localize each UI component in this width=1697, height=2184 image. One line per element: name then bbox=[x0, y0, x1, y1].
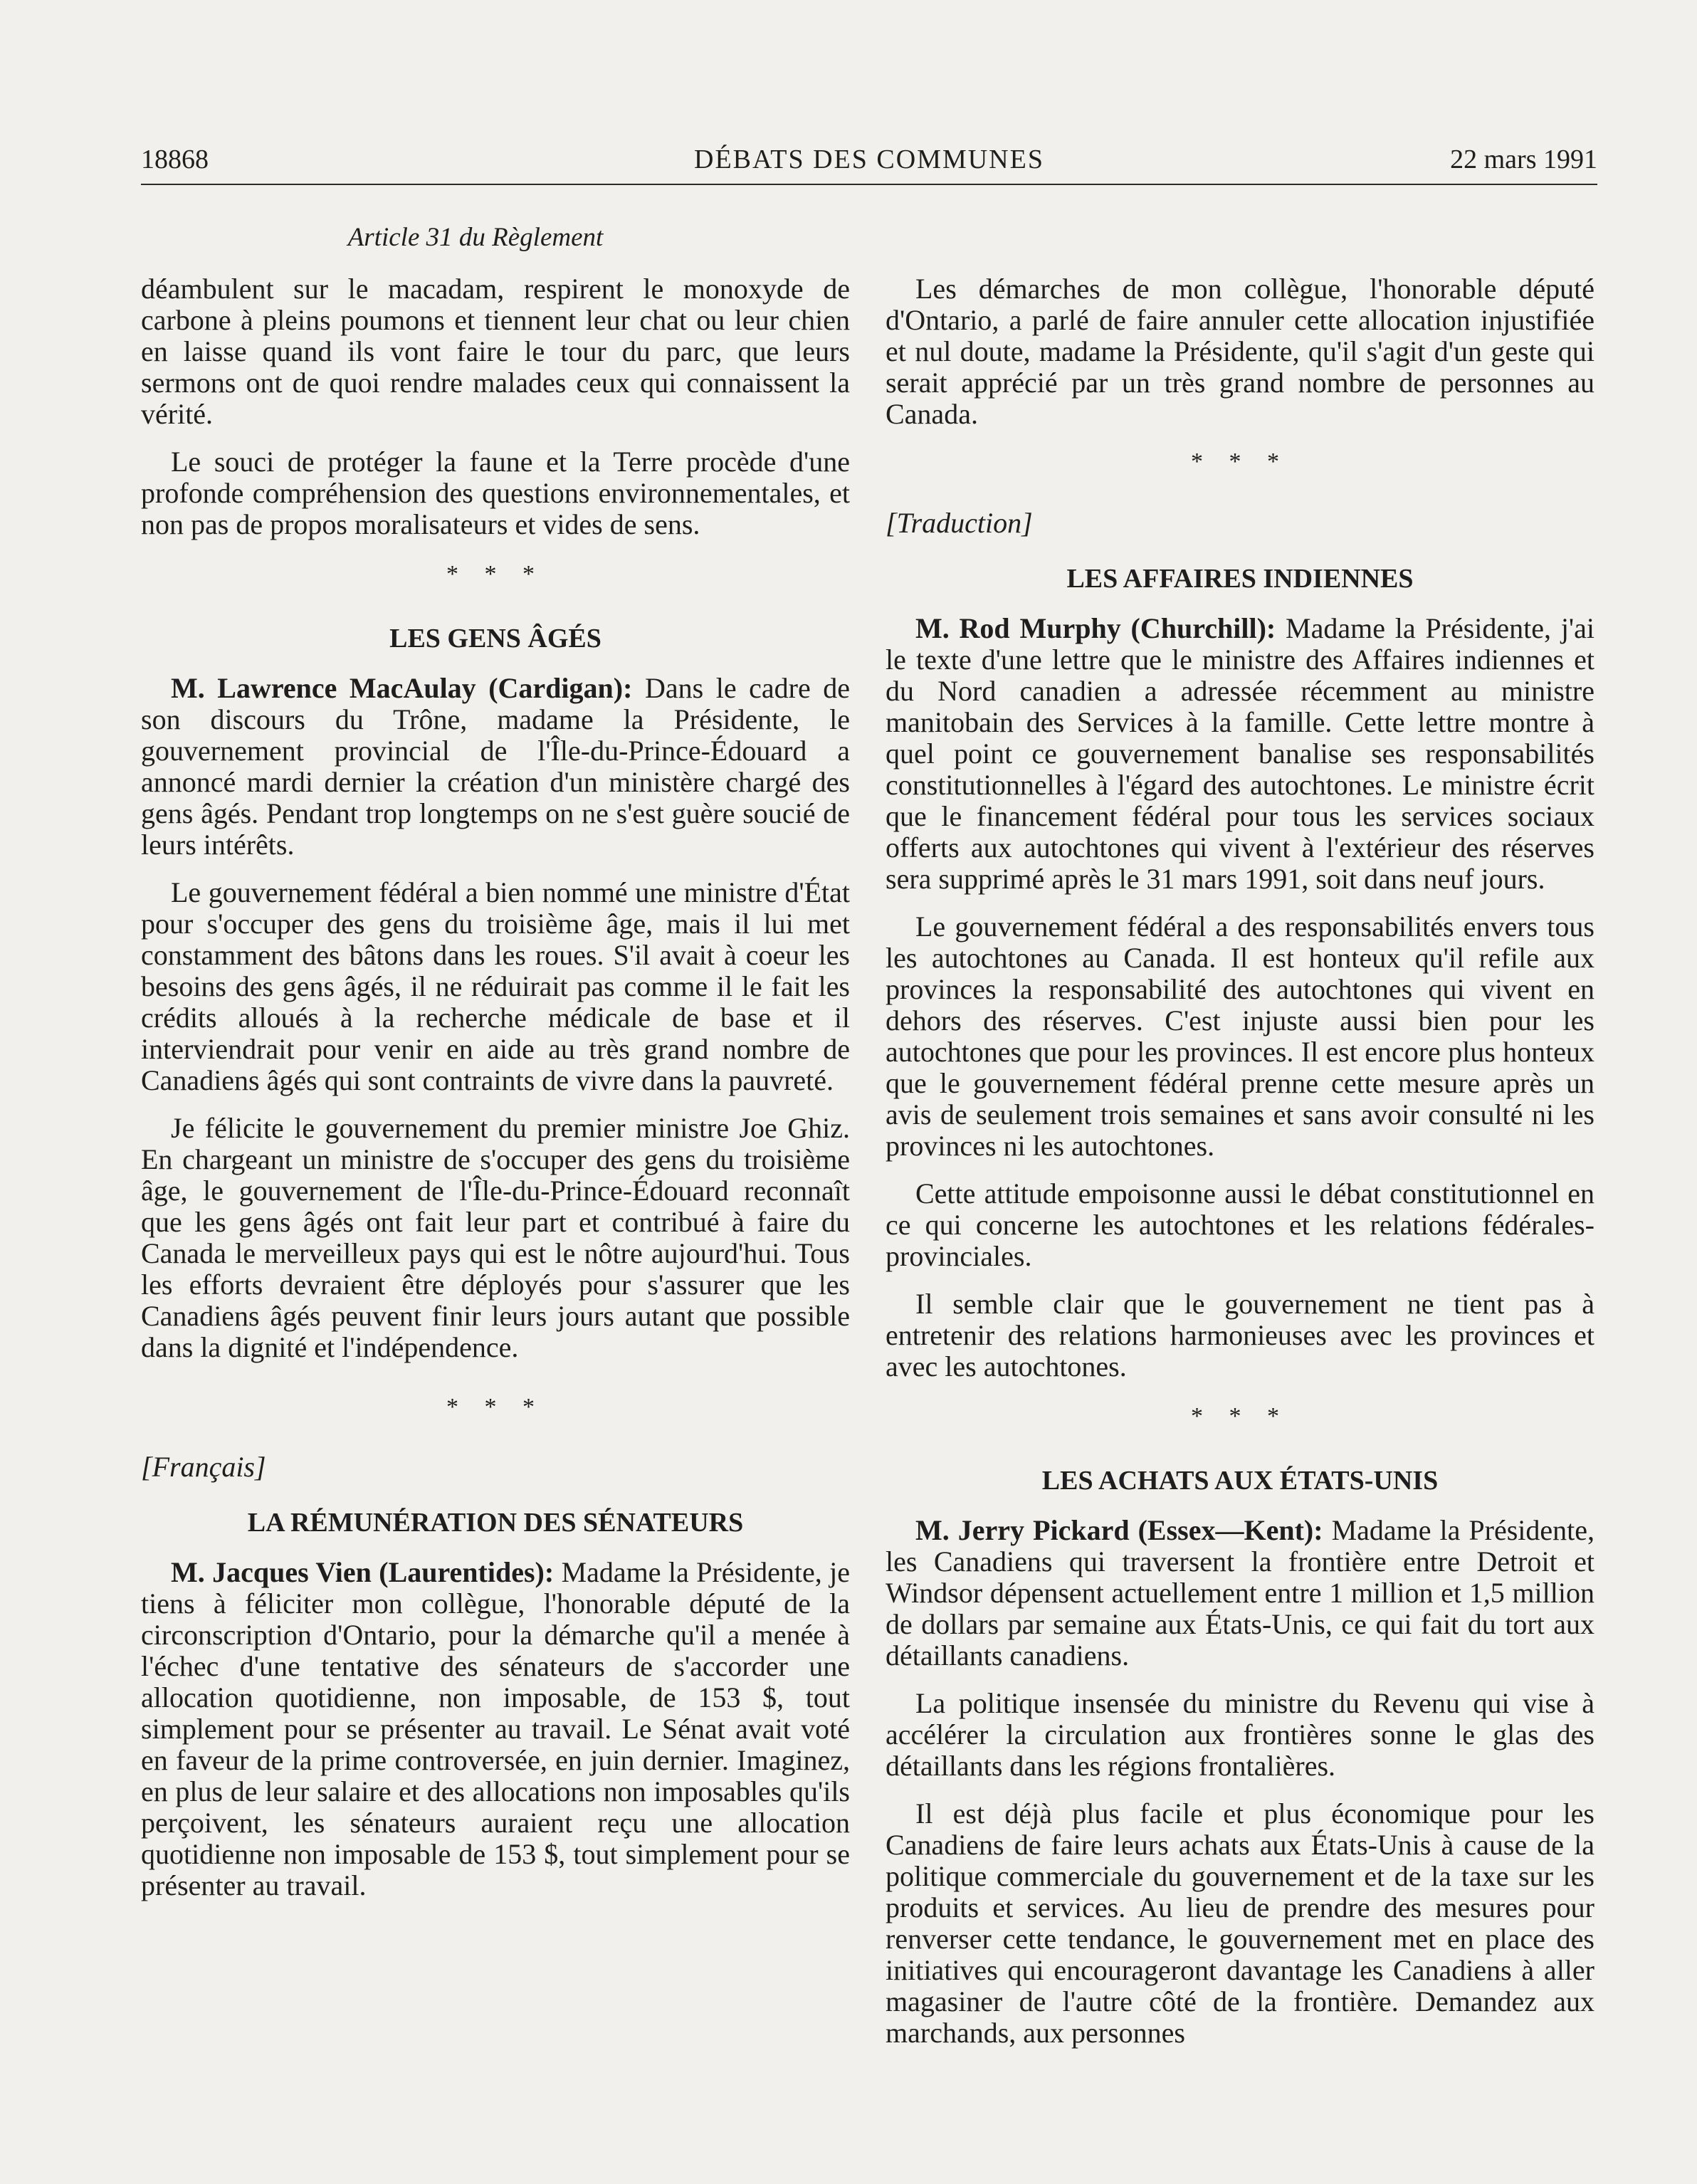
paragraph: Il est déjà plus facile et plus économique pour les Canadiens de faire leurs achats aux États-Unis à cause de la politique commerciale du gouvernement et de la taxe sur les produits et services. Au lieu de prendre des mesures pour renverser cette tendance, le gouvernement met en place des initiatives qui encourageront davantage les Canadiens à aller magasiner de l'autre côté de la frontière. Demandez aux marchands, aux personnes bbox=[886, 1797, 1594, 2049]
paragraph: Le gouvernement fédéral a bien nommé une ministre d'État pour s'occuper des gens du troisième âge, mais il lui met constamment des bâtons dans les roues. S'il avait à coeur les besoins des gens âgés, il ne réduirait pas comme il le fait les crédits alloués à la recherche médicale de base et il interviendrait pour venir en aide au très grand nombre de Canadiens âgés qui sont contraints de vivre dans la pauvreté. bbox=[141, 876, 850, 1096]
speaker-name: M. Rod Murphy (Churchill): bbox=[915, 612, 1276, 644]
paragraph: Les démarches de mon collègue, l'honorable député d'Ontario, a parlé de faire annuler cette allocation injustifiée et nul doute, madame la Présidente, qu'il s'agit d'un geste qui serait apprécié par un très grand nombre de personnes au Canada. bbox=[886, 273, 1594, 430]
paragraph: Le gouvernement fédéral a des responsabilités envers tous les autochtones au Canada. Il est honteux qu'il refile aux provinces la responsabilité des autochtones qui vivent en dehors des réserves. C'est injuste aussi bien pour les autochtones que pour les provinces. Il est encore plus honteux que le gouvernement fédéral prenne cette mesure après un avis de seulement trois semaines et sans avoir consulté ni les provinces ni les autochtones. bbox=[886, 910, 1594, 1162]
speaker-name: M. Lawrence MacAulay (Cardigan): bbox=[171, 672, 633, 704]
speech-text: Madame la Présidente, je tiens à féliciter mon collègue, l'honorable député de la circonscription d'Ontario, pour la démarche qu'il a menée à l'échec d'une tentative des sénateurs de s'accorder une allocation quotidienne, non imposable, de 153 $, tout simplement pour se présenter au travail. Le Sénat avait voté en faveur de la prime controversée, en juin dernier. Imaginez, en plus de leur salaire et des allocations non imposables qu'ils perçoivent, les sénateurs auraient reçu une allocation quotidienne non imposable de 153 $, tout simplement pour se présenter au travail. bbox=[141, 1556, 851, 1901]
paragraph bbox=[141, 1557, 850, 1901]
paragraph: Cette attitude empoisonne aussi le débat constitutionnel en ce qui concerne les autochtones et les relations fédérales-provinciales. bbox=[886, 1177, 1594, 1272]
heading-indian-affairs: LES AFFAIRES INDIENNES bbox=[1066, 564, 1414, 594]
speaker-name: M. Jacques Vien (Laurentides): bbox=[171, 1556, 555, 1588]
paragraph: La politique insensée du ministre du Revenu qui vise à accélérer la circulation aux frontières sonne le glas des détaillants dans les régions frontalières. bbox=[886, 1687, 1594, 1782]
speech-text: Madame la Présidente, les Canadiens qui traversent la frontière entre Detroit et Windsor dépensent actuellement entre 1 million et 1,5 million de dollars par semaine aux États-Unis, ce qui fait du tort aux détaillants canadiens. bbox=[886, 1514, 1595, 1671]
paragraph: déambulent sur le macadam, respirent le monoxyde de carbone à pleins poumons et tiennent leur chat ou leur chien en laisse quand ils vont faire le tour du parc, que leurs sermons ont de quoi rendre malades ceux qui connaissent la vérité. bbox=[141, 273, 850, 430]
speech-text: Dans le cadre de son discours du Trône, madame la Présidente, le gouvernement provincial de l'Île-du-Prince-Édouard a annoncé mardi dernier la création d'un ministère chargé des gens âgés. Pendant trop longtemps on ne s'est guère soucié de leurs intérêts. bbox=[141, 672, 851, 861]
section-separator: * * * bbox=[446, 1394, 545, 1420]
speaker-name: M. Jerry Pickard (Essex—Kent): bbox=[915, 1514, 1323, 1546]
heading-us-purchases: LES ACHATS AUX ÉTATS-UNIS bbox=[1041, 1466, 1439, 1496]
paragraph: Le souci de protéger la faune et la Terre procède d'une profonde compréhension des questions environnementales, et non pas de propos moralisateurs et vides de sens. bbox=[141, 446, 850, 540]
publication-title: DÉBATS DES COMMUNES bbox=[694, 145, 1044, 174]
publication-date: 22 mars 1991 bbox=[1450, 145, 1597, 174]
heading-senators: LA RÉMUNÉRATION DES SÉNATEURS bbox=[247, 1508, 744, 1538]
left-column bbox=[141, 273, 850, 1918]
paragraph bbox=[886, 613, 1594, 895]
page-header bbox=[141, 141, 1597, 185]
speech-text: Madame la Présidente, j'ai le texte d'une lettre que le ministre des Affaires indiennes et du Nord canadien a adressée récemment au ministre manitobain des Services à la famille. Cette lettre montre à quel point ce gouvernement banalise ses responsabilités constitutionnelles à l'égard des autochtones. Le ministre écrit que le financement fédéral pour tous les services sociaux offerts aux autochtones qui vivent à l'extérieur des réserves sera supprimé après le 31 mars 1991, soit dans neuf jours. bbox=[886, 612, 1595, 895]
section-separator: * * * bbox=[1191, 1403, 1289, 1429]
heading-seniors: LES GENS ÂGÉS bbox=[389, 624, 601, 653]
paragraph: Il semble clair que le gouvernement ne tient pas à entretenir des relations harmonieuses avec les provinces et avec les autochtones. bbox=[886, 1288, 1594, 1382]
language-label: [Français] bbox=[141, 1451, 266, 1483]
paragraph bbox=[141, 673, 850, 861]
section-separator: * * * bbox=[1191, 448, 1289, 475]
paragraph: Je félicite le gouvernement du premier ministre Joe Ghiz. En chargeant un ministre de s'occuper des gens du troisième âge, le gouvernement de l'Île-du-Prince-Édouard reconnaît que les gens âgés ont fait leur part et contribué à faire du Canada le merveilleux pays qui est le nôtre aujourd'hui. Tous les efforts devraient être déployés pour s'assurer que les Canadiens âgés peuvent finir leurs jours autant que possible dans la dignité et l'indépendence. bbox=[141, 1112, 850, 1363]
right-column bbox=[886, 273, 1594, 2065]
page-number: 18868 bbox=[141, 145, 209, 174]
language-label: [Traduction] bbox=[886, 507, 1033, 539]
section-label: Article 31 du Règlement bbox=[347, 223, 604, 252]
paragraph bbox=[886, 1515, 1594, 1671]
section-separator: * * * bbox=[446, 561, 545, 587]
